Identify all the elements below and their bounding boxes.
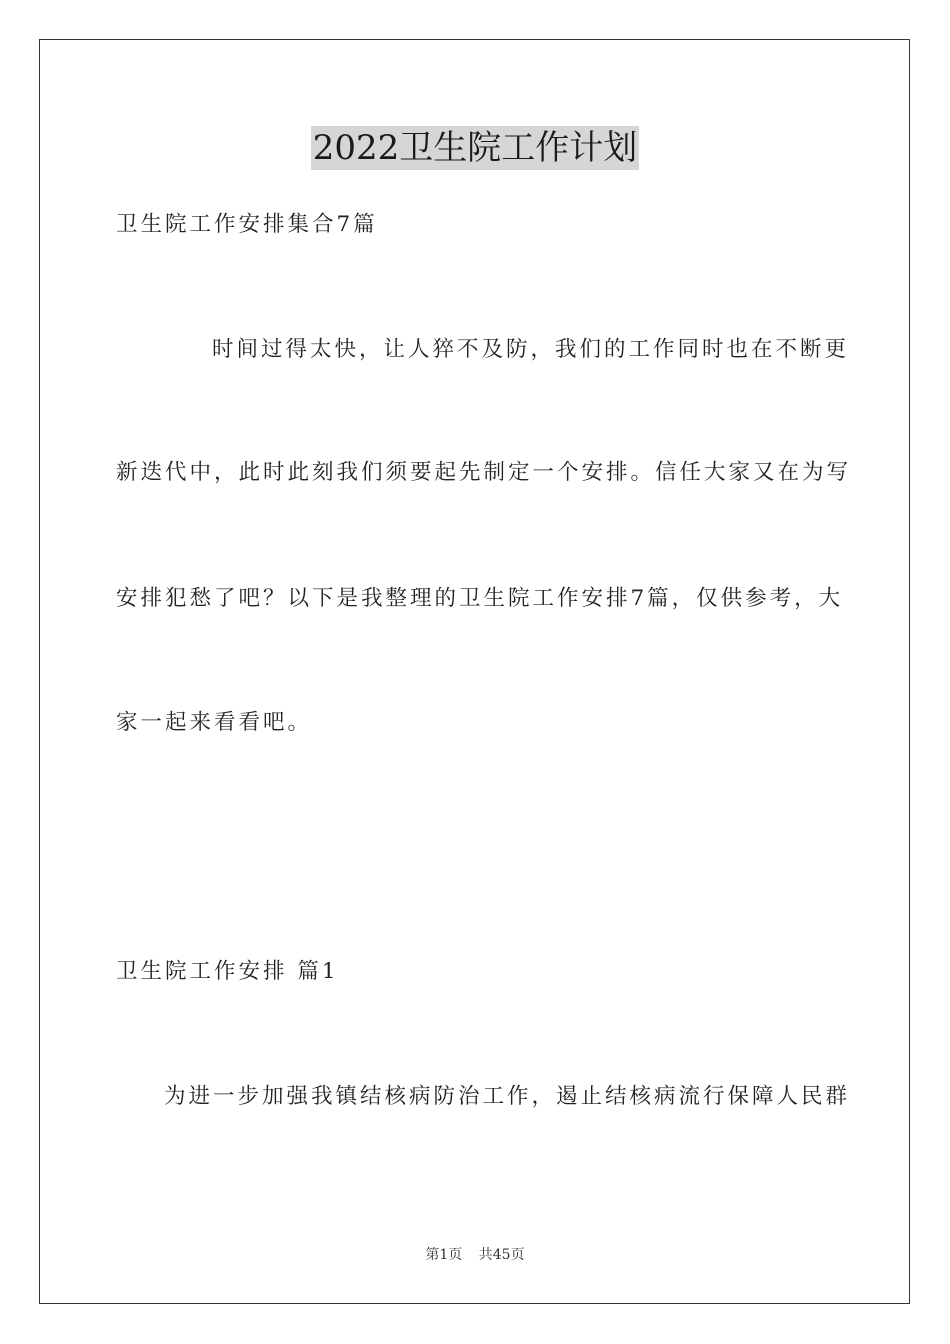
title-container: [0, 126, 950, 170]
total-pages: 共45页: [478, 1247, 525, 1263]
section-heading: 卫生院工作安排 篇1: [116, 959, 339, 984]
intro-line-2: 新迭代中，此时此刻我们须要起先制定一个安排。信任大家又在为写: [116, 460, 852, 485]
document-subtitle: 卫生院工作安排集合7篇: [116, 212, 378, 237]
intro-line-3: 安排犯愁了吧？以下是我整理的卫生院工作安排7篇，仅供参考，大: [116, 586, 844, 611]
page-footer: [0, 1245, 950, 1265]
section-line-1: 为进一步加强我镇结核病防治工作，遏止结核病流行保障人民群: [164, 1084, 851, 1109]
document-title: 2022卫生院工作计划: [312, 128, 638, 168]
intro-line-4: 家一起来看看吧。: [116, 710, 313, 735]
page-number: 第1页: [425, 1247, 463, 1263]
intro-line-1: 时间过得太快，让人猝不及防，我们的工作同时也在不断更: [212, 337, 850, 362]
